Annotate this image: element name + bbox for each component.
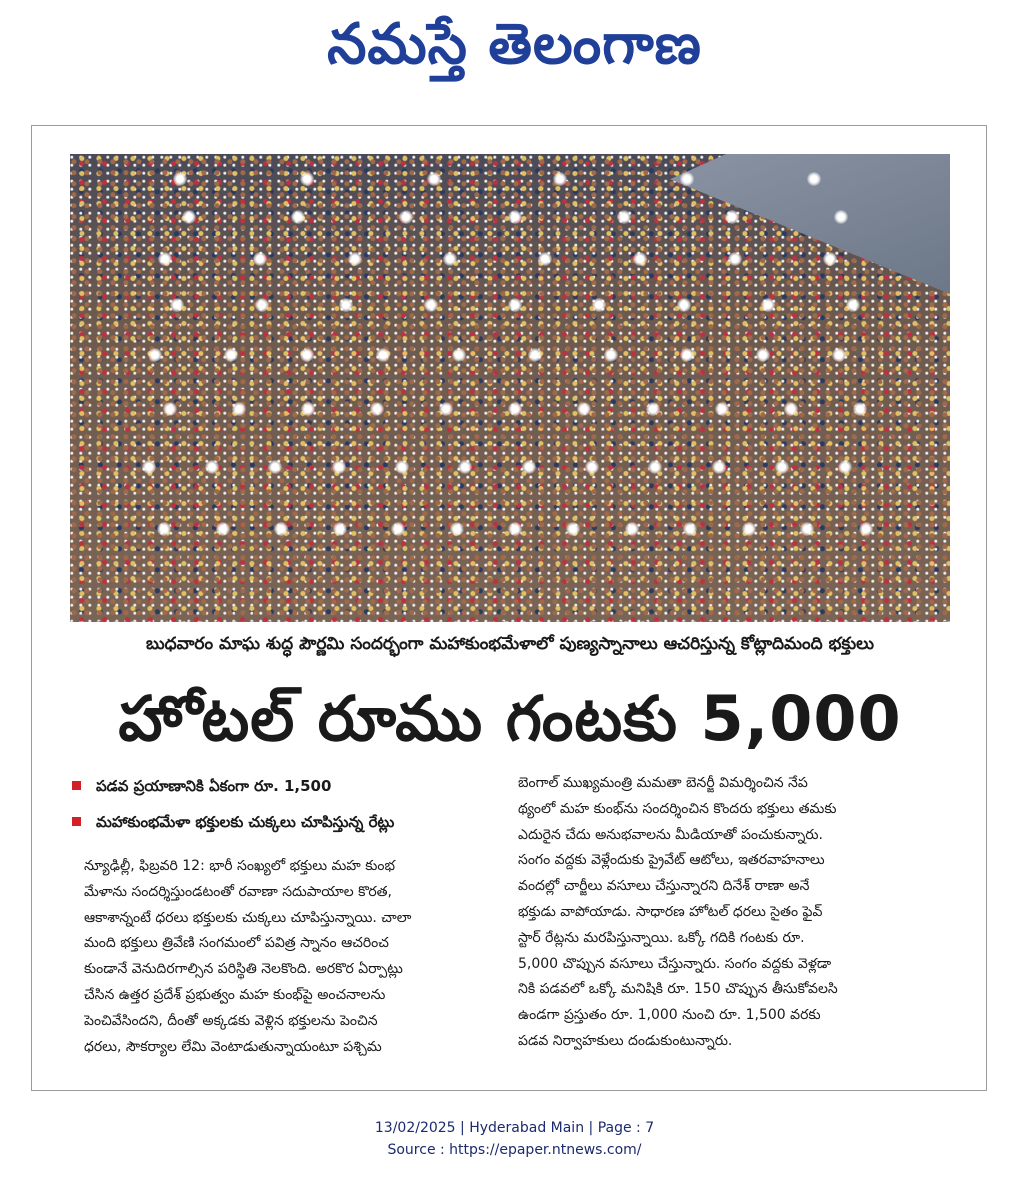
- light-pole-lamp: [859, 522, 873, 536]
- light-pole-lamp: [756, 348, 770, 362]
- body-line: ఎదురైన చేదు అనుభవాలను మీడియాతో పంచుకున్నారు.: [518, 826, 823, 843]
- body-line: మంది భక్తులు త్రివేణి సంగమంలో పవిత్ర స్నానం ఆచరించ: [84, 935, 389, 952]
- body-line: భక్తుడు వాపోయాడు. సాధారణ హోటల్ ధరలు సైతం ఫైవ్: [518, 903, 823, 920]
- body-column-left: [84, 854, 499, 1060]
- light-pole-lamp: [508, 210, 522, 224]
- footer-source: Source : https://epaper.ntnews.com/: [387, 1142, 642, 1158]
- light-pole-lamp: [775, 460, 789, 474]
- light-pole-lamp: [604, 348, 618, 362]
- light-pole-lamp: [274, 522, 288, 536]
- light-pole-lamp: [395, 460, 409, 474]
- light-pole-lamp: [761, 298, 775, 312]
- light-pole-lamp: [508, 522, 522, 536]
- light-pole-lamp: [807, 172, 821, 186]
- body-line: థ్యంలో మహ కుంభ్‌ను సందర్శించిన కొందరు భక్తులు తమకు: [518, 800, 837, 817]
- light-pole-lamp: [253, 252, 267, 266]
- light-pole-lamp: [838, 460, 852, 474]
- photo-caption: బుధవారం మాఘ శుద్ధ పౌర్ణమి సందర్భంగా మహాకుంభమేళాలో పుణ్యస్నానాలు ఆచరిస్తున్న కోట్లాదిమంది భక్తులు: [145, 634, 875, 654]
- headline: హోటల్ రూము గంటకు 5,000: [118, 682, 902, 755]
- body-line: ఆకాశాన్నంటే ధరలు భక్తులకు చుక్కలు చూపిస్తున్నాయి. చాలా: [84, 909, 412, 926]
- light-pole-lamp: [170, 298, 184, 312]
- light-pole-lamp: [173, 172, 187, 186]
- light-pole-lamp: [712, 460, 726, 474]
- body-line: 5,000 చొప్పున వసూలు చేస్తున్నారు. సంగం వద్దకు వెళ్లడా: [518, 955, 832, 972]
- footer-date-edition: 13/02/2025 | Hyderabad Main | Page : 7: [374, 1120, 655, 1136]
- body-line: ధరలు, సౌకర్యాల లేమి వెంటాడుతున్నాయంటూ పశ్చిమ: [84, 1038, 382, 1055]
- body-line: నికి పడవలో ఒక్కో మనిషికి రూ. 150 చొప్పున తీసుకోవలసి: [518, 981, 838, 998]
- light-pole-lamp: [333, 522, 347, 536]
- light-pole-lamp: [625, 522, 639, 536]
- body-column-right: [518, 771, 953, 1055]
- light-pole-lamp: [443, 252, 457, 266]
- body-line: పడవ నిర్వాహకులు దండుకుంటున్నారు.: [518, 1032, 733, 1049]
- light-pole-lamp: [528, 348, 542, 362]
- light-pole-lamp: [646, 402, 660, 416]
- light-pole-lamp: [439, 402, 453, 416]
- subheadline-bullets: [70, 768, 510, 840]
- light-pole-lamp: [834, 210, 848, 224]
- bullet-text: మహాకుంభమేళా భక్తులకు చుక్కలు చూపిస్తున్న రేట్లు: [96, 813, 395, 831]
- light-pole-lamp: [142, 460, 156, 474]
- light-pole-lamp: [255, 298, 269, 312]
- red-square-bullet-icon: [72, 781, 81, 790]
- body-line: ఉండగా ప్రస్తుతం రూ. 1,000 నుంచి రూ. 1,500 వరకు: [518, 1007, 821, 1024]
- light-pole-lamp: [508, 402, 522, 416]
- bullet-item: [70, 768, 510, 804]
- light-pole-lamp: [538, 252, 552, 266]
- light-pole-lamp: [224, 348, 238, 362]
- light-pole-lamp: [846, 298, 860, 312]
- light-pole-lamp: [680, 172, 694, 186]
- red-square-bullet-icon: [72, 817, 81, 826]
- light-pole-lamp: [399, 210, 413, 224]
- light-pole-lamp: [452, 348, 466, 362]
- light-pole-lamp: [553, 172, 567, 186]
- light-pole-lamp: [291, 210, 305, 224]
- light-pole-lamp: [163, 402, 177, 416]
- body-line: బెంగాల్ ముఖ్యమంత్రి మమతా బెనర్జీ విమర్శించిన నేప: [518, 775, 808, 791]
- light-pole-lamp: [458, 460, 472, 474]
- light-pole-lamp: [370, 402, 384, 416]
- light-pole-lamp: [784, 402, 798, 416]
- body-line: పెంచివేసిందని, దీంతో అక్కడకు వెళ్లిన భక్తులను పెంచిన: [84, 1012, 378, 1029]
- light-pole-lamp: [300, 348, 314, 362]
- article-clipping: [31, 125, 987, 1091]
- body-line: వందల్లో చార్జీలు వసూలు చేస్తున్నారని దినేశ్ రాణా అనే: [518, 878, 810, 895]
- light-pole-lamp: [300, 172, 314, 186]
- bullet-text: పడవ ప్రయాణానికి ఏకంగా రూ. 1,500: [96, 777, 332, 795]
- light-pole-lamp: [182, 210, 196, 224]
- light-pole-lamp: [158, 252, 172, 266]
- light-pole-lamp: [148, 348, 162, 362]
- light-pole-lamp: [232, 402, 246, 416]
- body-line: స్టార్ రేట్లను మరపిస్తున్నాయి. ఒక్కో గదికి గంటకు రూ.: [518, 929, 805, 946]
- light-pole-lamp: [332, 460, 346, 474]
- light-pole-lamp: [205, 460, 219, 474]
- light-pole-lamp: [648, 460, 662, 474]
- light-pole-lamp: [376, 348, 390, 362]
- light-pole-lamp: [680, 348, 694, 362]
- body-line: న్యూఢిల్లీ, ఫిబ్రవరి 12: భారీ సంఖ్యలో భక్తులు మహ కుంభ: [84, 858, 395, 874]
- body-line: కుండానే వెనుదిరగాల్సిన పరిస్థితి నెలకొంది. అరకొర ఏర్పాట్లు: [84, 961, 403, 978]
- light-pole-lamp: [728, 252, 742, 266]
- light-pole-lamp: [800, 522, 814, 536]
- light-pole-lamp: [633, 252, 647, 266]
- light-pole-lamp: [450, 522, 464, 536]
- light-pole-lamp: [424, 298, 438, 312]
- light-pole-lamp: [592, 298, 606, 312]
- light-pole-lamp: [391, 522, 405, 536]
- light-pole-lamp: [157, 522, 171, 536]
- light-pole-lamp: [585, 460, 599, 474]
- light-pole-lamp: [348, 252, 362, 266]
- body-line: మేళాను సందర్శిస్తుండటంతో రవాణా సదుపాయాల కొరత,: [84, 883, 392, 900]
- light-pole-lamp: [268, 460, 282, 474]
- light-pole-lamp: [216, 522, 230, 536]
- light-pole-lamp: [508, 298, 522, 312]
- light-pole-lamp: [339, 298, 353, 312]
- light-pole-lamp: [566, 522, 580, 536]
- light-pole-lamp: [683, 522, 697, 536]
- light-pole-lamp: [427, 172, 441, 186]
- light-pole-lamp: [832, 348, 846, 362]
- crowd-photo: [70, 154, 950, 622]
- bullet-item: [70, 804, 510, 840]
- newspaper-masthead: నమస్తే తెలంగాణ: [327, 12, 702, 77]
- light-pole-lamp: [715, 402, 729, 416]
- light-pole-lamp: [301, 402, 315, 416]
- light-pole-lamp: [742, 522, 756, 536]
- light-pole-lamp: [522, 460, 536, 474]
- light-pole-lamp: [853, 402, 867, 416]
- light-pole-lamp: [725, 210, 739, 224]
- body-line: చేసిన ఉత్తర ప్రదేశ్ ప్రభుత్వం మహ కుంభ్‌పై అంచనాలను: [84, 986, 386, 1003]
- light-pole-lamp: [677, 298, 691, 312]
- light-pole-lamp: [823, 252, 837, 266]
- light-pole-lamp: [577, 402, 591, 416]
- body-line: సంగం వద్దకు వెళ్లేందుకు ప్రైవేట్ ఆటోలు, ఇతరవాహనాలు: [518, 852, 825, 869]
- light-pole-lamp: [617, 210, 631, 224]
